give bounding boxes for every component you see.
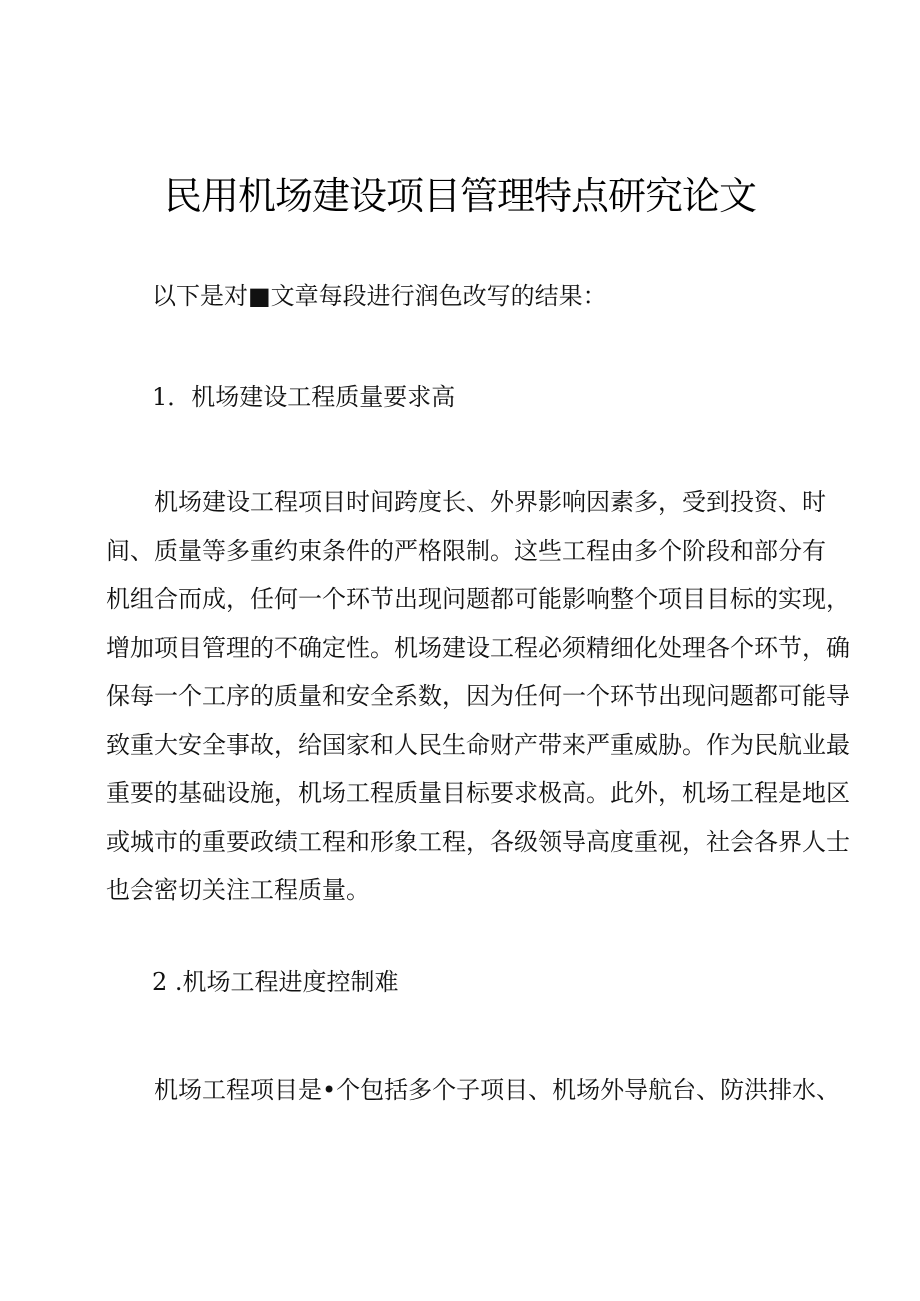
paragraph-line: 也会密切关注工程质量。 [106,876,370,904]
section-heading-1: 1．机场建设工程质量要求高 [152,383,456,411]
paragraph-line: 重要的基础设施，机场工程质量目标要求极高。此外，机场工程是地区 [106,779,850,807]
paragraph-line: 致重大安全事故，给国家和人民生命财产带来严重威胁。作为民航业最 [106,730,850,759]
document-title: 民用机场建设项目管理特点研究论文 [163,174,756,218]
paragraph-line: 间、质量等多重约束条件的严格限制。这些工程由多个阶段和部分有 [106,536,826,565]
paragraph-line: 增加项目管理的不确定性。机场建设工程必须精细化处理各个环节，确 [106,633,850,662]
paragraph-line: 保每一个工序的质量和安全系数，因为任何一个环节出现问题都可能导 [106,682,850,710]
paragraph-line: 或城市的重要政绩工程和形象工程，各级领导高度重视，社会各界人士 [106,827,850,856]
paragraph-line: 机组合而成，任何一个环节出现问题都可能影响整个项目目标的实现， [106,585,850,613]
paragraph-line: 机场工程项目是•个包括多个子项目、机场外导航台、防洪排水、 [106,1076,841,1104]
section-heading-2: 2 .机场工程进度控制难 [152,968,399,996]
intro-text: 以下是对■文章每段进行润色改写的结果： [152,282,607,310]
paragraph-line: 机场建设工程项目时间跨度长、外界影响因素多，受到投资、时 [106,488,826,516]
section-2-paragraph [106,1066,841,1115]
section-1-paragraph [106,478,850,915]
